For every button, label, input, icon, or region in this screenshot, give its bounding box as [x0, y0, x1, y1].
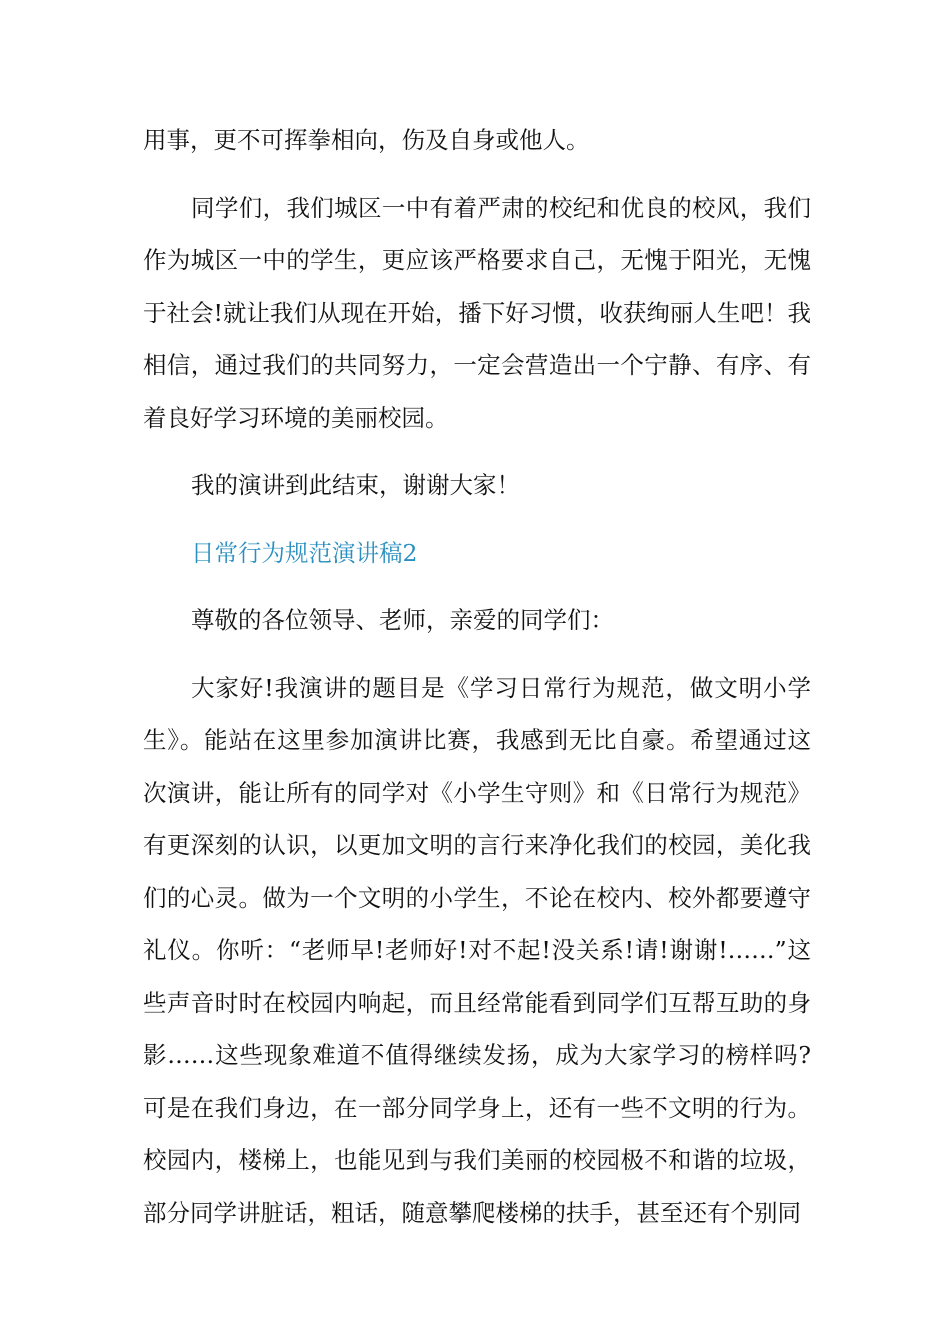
paragraph-speech-body: 大家好!我演讲的题目是《学习日常行为规范，做文明小学生》。能站在这里参加演讲比赛，我感到无比自豪。希望通过这次演讲，能让所有的同学对《小学生守则》和《日常行为规范》有更深刻的认识，以更加文明的言行来净化我们的校园，美化我们的心灵。做为一个文明的小学生，不论在校内、校外都要遵守礼仪。你听：“老师早!老师好!对不起!没关系!请!谢谢!……”这些声音时时在校园内响起，而且经常能看到同学们互帮互助的身影……这些现象难道不值得继续发扬，成为大家学习的榜样吗?可是在我们身边，在一部分同学身上，还有一些不文明的行为。校园内，楼梯上，也能见到与我们美丽的校园极不和谐的垃圾，部分同学讲脏话，粗话，随意攀爬楼梯的扶手，甚至还有个别同: [143, 673, 811, 1227]
paragraph-continuation: 用事，更不可挥拳相向，伤及自身或他人。: [143, 126, 590, 154]
paragraph-school-discipline: 同学们，我们城区一中有着严肃的校纪和优良的校风，我们作为城区一中的学生，更应该严格要求自己，无愧于阳光，无愧于社会!就让我们从现在开始，播下好习惯，收获绚丽人生吧！我相信，通过我们的共同努力，一定会营造出一个宁静、有序、有着良好学习环境的美丽校园。: [143, 193, 811, 432]
document-body: [143, 114, 811, 1239]
paragraph-closing: 我的演讲到此结束，谢谢大家！: [191, 471, 520, 499]
section-heading: 日常行为规范演讲稿2: [191, 538, 418, 567]
paragraph-salutation: 尊敬的各位领导、老师，亲爱的同学们：: [191, 606, 614, 634]
